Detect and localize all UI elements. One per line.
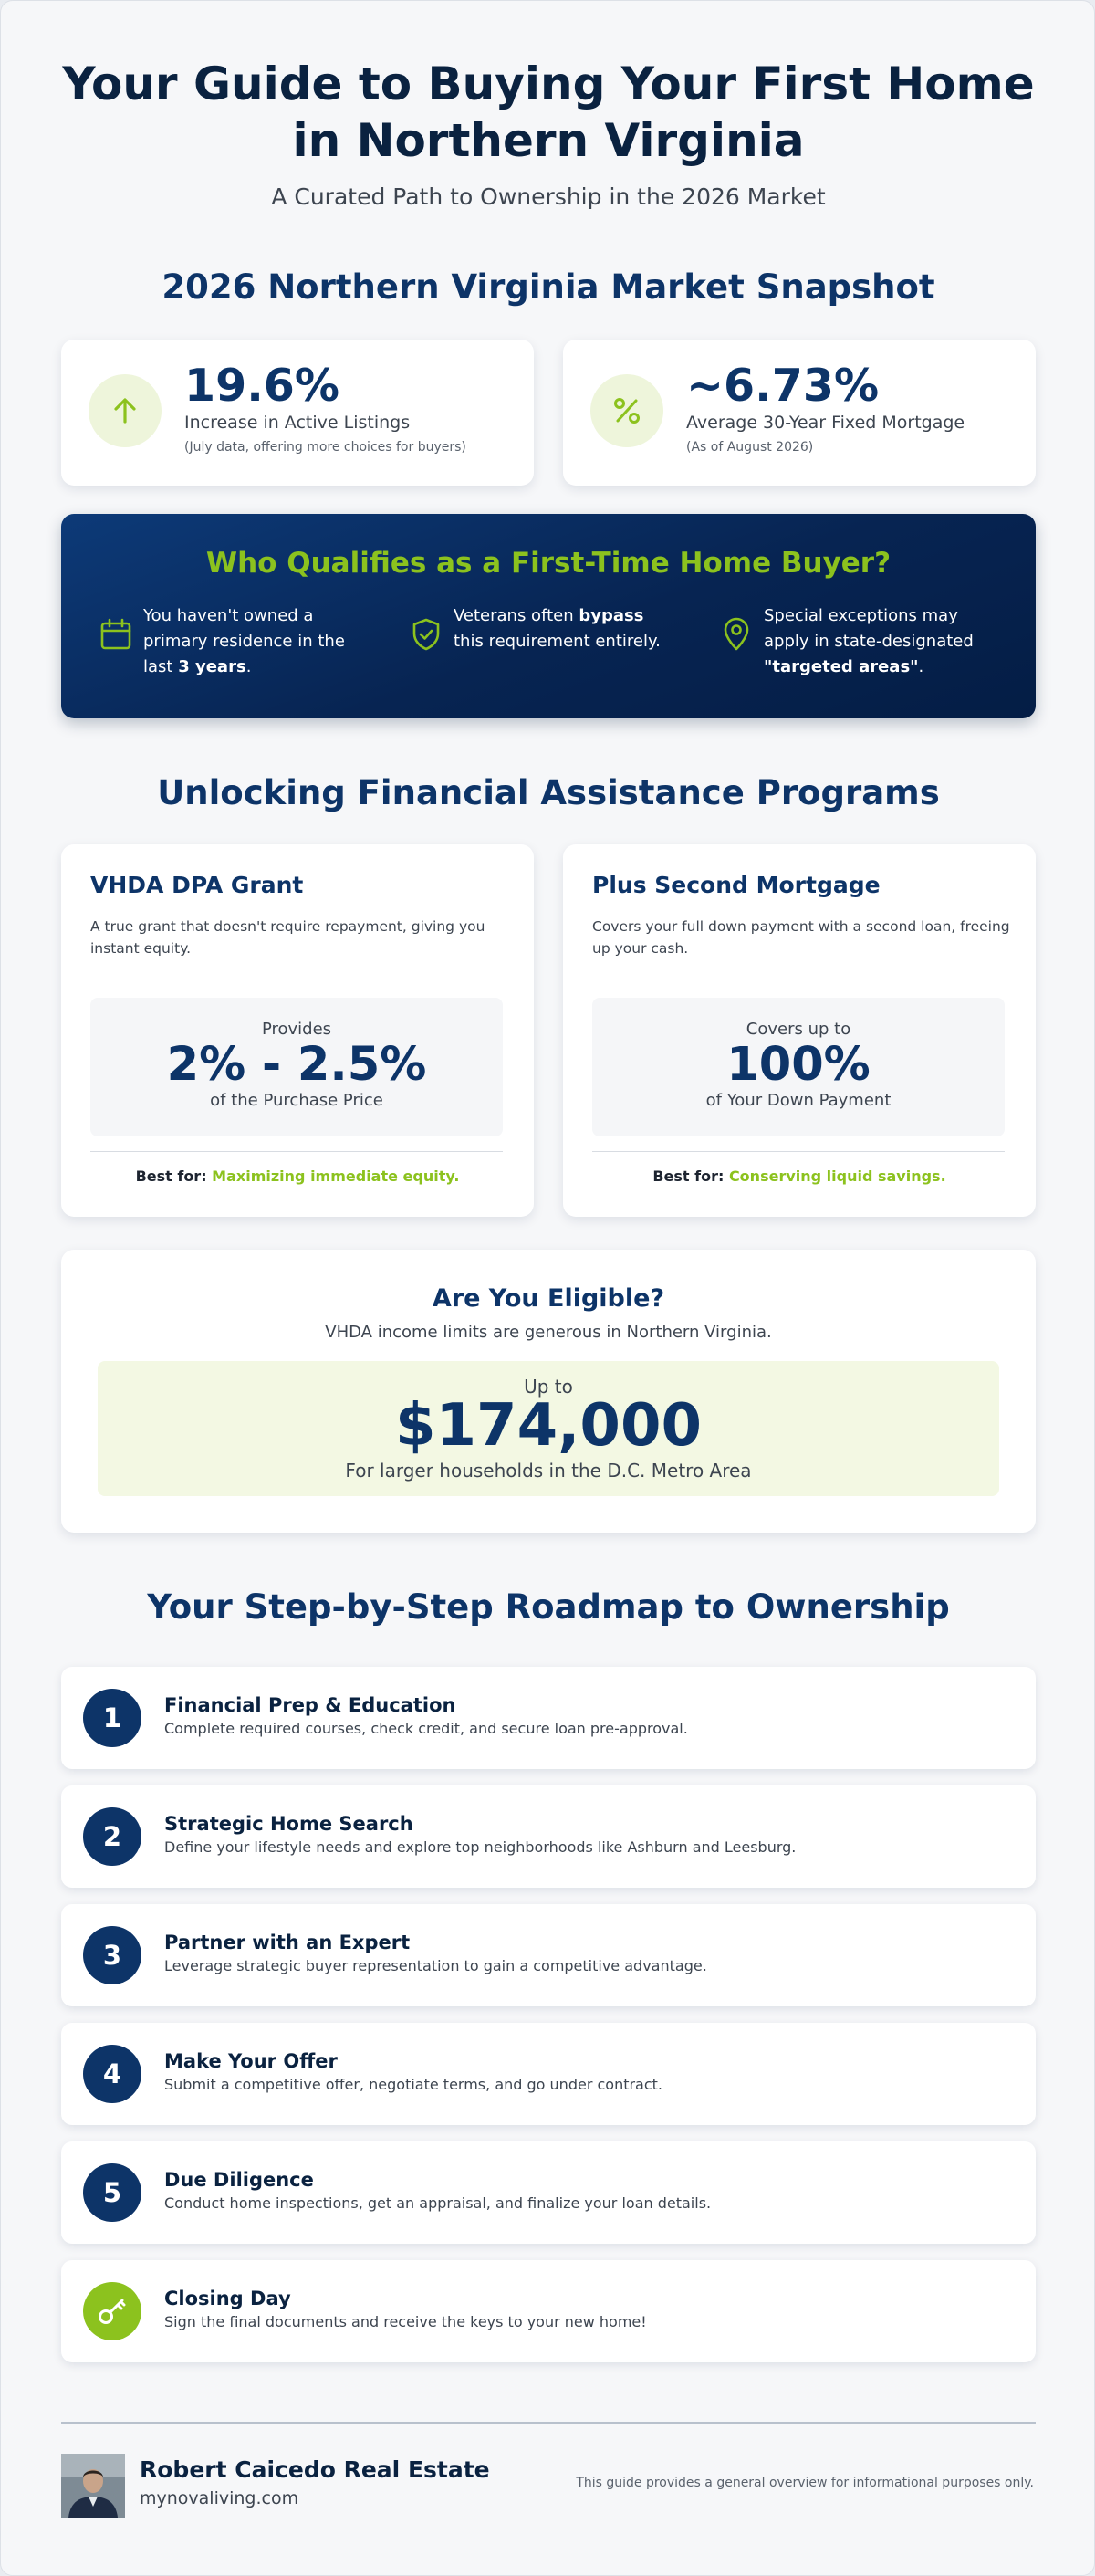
step-description: Sign the final documents and receive the keys to your new home! xyxy=(164,2313,647,2330)
brand-name: Robert Caicedo Real Estate xyxy=(140,2456,490,2483)
roadmap-step xyxy=(61,2260,1036,2362)
step-number: 1 xyxy=(83,1689,141,1747)
step-number: 4 xyxy=(83,2045,141,2103)
step-title: Financial Prep & Education xyxy=(164,1694,456,1716)
step-description: Define your lifestyle needs and explore top neighborhoods like Ashburn and Leesburg. xyxy=(164,1838,797,1856)
step-description: Submit a competitive offer, negotiate terms, and go under contract. xyxy=(164,2076,663,2093)
step-description: Complete required courses, check credit, and secure loan pre-approval. xyxy=(164,1720,688,1737)
roadmap-step xyxy=(61,2023,1036,2125)
assistance-section-title: Unlocking Financial Assistance Programs xyxy=(157,773,940,812)
calendar-icon xyxy=(98,616,134,653)
stat-card-listings xyxy=(61,340,534,486)
program-highlight-value: 2% - 2.5% xyxy=(166,1038,427,1092)
avatar xyxy=(61,2454,125,2518)
income-limit-post: For larger households in the D.C. Metro Area xyxy=(345,1460,752,1482)
program-highlight xyxy=(592,998,1005,1136)
income-limit-pre: Up to xyxy=(524,1376,573,1398)
page-subtitle: A Curated Path to Ownership in the 2026 Market xyxy=(271,183,826,210)
program-title: VHDA DPA Grant xyxy=(90,872,304,898)
qualify-text: Special exceptions may apply in state-designated "targeted areas". xyxy=(764,606,974,676)
program-card-plus-second-mortgage xyxy=(563,844,1036,1217)
divider xyxy=(592,1151,1005,1152)
key-icon xyxy=(83,2282,141,2340)
footer-divider xyxy=(61,2422,1036,2424)
program-highlight-pre: Covers up to xyxy=(746,1020,851,1039)
program-highlight xyxy=(90,998,503,1136)
disclaimer: This guide provides a general overview for informational purposes only. xyxy=(576,2476,1034,2490)
step-description: Conduct home inspections, get an appraisal, and finalize your loan details. xyxy=(164,2194,712,2212)
step-title: Closing Day xyxy=(164,2288,291,2309)
step-title: Strategic Home Search xyxy=(164,1813,413,1835)
qualify-text: You haven't owned a primary residence in the last 3 years. xyxy=(143,606,345,676)
step-title: Partner with an Expert xyxy=(164,1932,411,1953)
arrow-up-icon xyxy=(89,374,162,447)
stat-value: ~6.73% xyxy=(686,360,880,412)
eligibility-card xyxy=(61,1250,1036,1533)
shield-check-icon xyxy=(408,616,444,653)
eligibility-title: Are You Eligible? xyxy=(432,1284,665,1313)
program-highlight-post: of the Purchase Price xyxy=(210,1091,383,1110)
roadmap-step xyxy=(61,1785,1036,1888)
step-number: 5 xyxy=(83,2163,141,2222)
income-limit-amount: $174,000 xyxy=(394,1392,703,1460)
page-title: Your Guide to Buying Your First Home in Northern Virginia xyxy=(62,58,1035,167)
eligibility-description: VHDA income limits are generous in Northern Virginia. xyxy=(325,1323,772,1342)
income-limit-box xyxy=(98,1361,999,1496)
program-best-for: Best for: Maximizing immediate equity. xyxy=(135,1168,460,1185)
roadmap-step xyxy=(61,1667,1036,1769)
percent-icon xyxy=(590,374,663,447)
program-description: A true grant that doesn't require repayment, giving you instant equity. xyxy=(90,918,485,957)
qualify-text: Veterans often bypass this requirement entirely. xyxy=(454,606,661,651)
program-highlight-value: 100% xyxy=(726,1038,871,1092)
stat-value: 19.6% xyxy=(184,360,339,412)
qualify-title: Who Qualifies as a First-Time Home Buyer? xyxy=(205,547,892,580)
program-card-vhda-grant xyxy=(61,844,534,1217)
step-description: Leverage strategic buyer representation to gain a competitive advantage. xyxy=(164,1957,707,1974)
roadmap-step xyxy=(61,2141,1036,2244)
market-section-title: 2026 Northern Virginia Market Snapshot xyxy=(162,267,935,307)
roadmap-step xyxy=(61,1904,1036,2006)
map-pin-icon xyxy=(718,616,755,653)
divider xyxy=(90,1151,503,1152)
program-title: Plus Second Mortgage xyxy=(592,872,881,898)
website-link[interactable]: mynovaliving.com xyxy=(140,2488,299,2508)
stat-label: Average 30-Year Fixed Mortgage xyxy=(686,413,965,433)
stat-label: Increase in Active Listings xyxy=(184,413,411,433)
program-highlight-pre: Provides xyxy=(261,1020,332,1039)
step-number: 3 xyxy=(83,1926,141,1984)
step-number: 2 xyxy=(83,1807,141,1866)
program-highlight-post: of Your Down Payment xyxy=(705,1091,892,1110)
program-description: Covers your full down payment with a second loan, freeing up your cash. xyxy=(592,918,1010,957)
stat-note: (July data, offering more choices for buyers) xyxy=(184,440,466,455)
step-title: Make Your Offer xyxy=(164,2050,338,2072)
program-best-for: Best for: Conserving liquid savings. xyxy=(652,1168,946,1185)
stat-note: (As of August 2026) xyxy=(686,440,814,455)
qualify-panel xyxy=(61,514,1036,718)
roadmap-section-title: Your Step-by-Step Roadmap to Ownership xyxy=(147,1587,950,1627)
step-title: Due Diligence xyxy=(164,2169,314,2191)
stat-card-mortgage xyxy=(563,340,1036,486)
